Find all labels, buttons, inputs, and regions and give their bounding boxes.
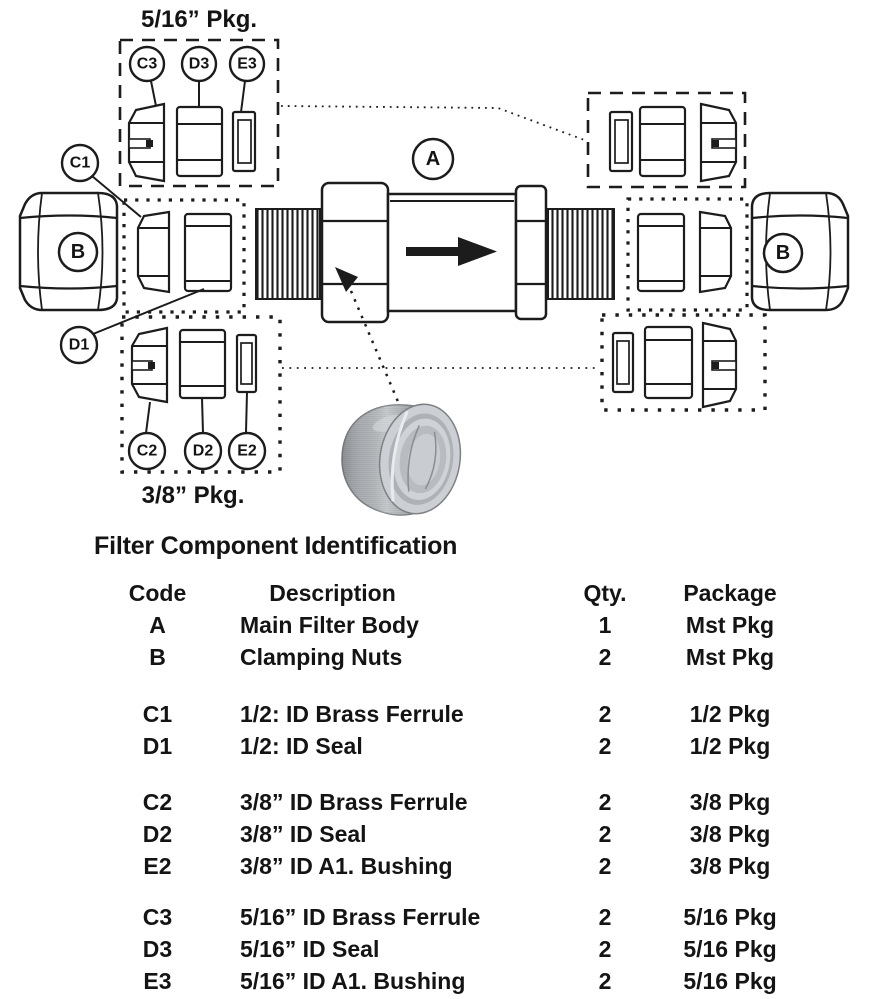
svg-text:C3: C3	[136, 55, 158, 73]
seal-d2-mirror-drawing	[645, 327, 692, 398]
row-code: D3	[142, 936, 173, 962]
row-description: Clamping Nuts	[240, 644, 403, 670]
row-description: 1/2: ID Seal	[240, 733, 363, 759]
bushing-e3-drawing	[233, 112, 255, 171]
row-package: 5/16 Pkg	[683, 968, 777, 994]
table-row	[0, 902, 869, 934]
row-package: Mst Pkg	[685, 644, 775, 670]
svg-text:B: B	[70, 241, 86, 263]
row-code: D2	[142, 821, 173, 847]
pkg-38-label: 3/8” Pkg.	[141, 482, 245, 509]
table-row	[0, 787, 869, 819]
row-qty: 2	[598, 821, 612, 847]
svg-text:D2: D2	[192, 442, 214, 460]
row-qty: 2	[598, 936, 612, 962]
package-link-dotted-line-top	[281, 106, 587, 141]
table-row	[0, 934, 869, 966]
row-qty: 1	[598, 612, 612, 638]
main-filter-body-drawing	[322, 183, 546, 404]
page-title: Filter Component Identification	[94, 532, 458, 560]
table-row	[0, 966, 869, 998]
table-group-master	[0, 610, 869, 674]
pkg-516-label: 5/16” Pkg.	[140, 6, 258, 33]
ferrule-c2-drawing	[132, 328, 167, 402]
mesh-filter-screen-photo	[342, 398, 468, 519]
header-code: Code	[128, 580, 187, 606]
row-package: Mst Pkg	[685, 612, 775, 638]
clamping-nut-left-drawing	[20, 193, 117, 310]
row-qty: 2	[598, 644, 612, 670]
table-row	[0, 819, 869, 851]
svg-text:A: A	[425, 148, 441, 170]
seal-d1-mirror-drawing	[638, 214, 684, 291]
seal-d3-drawing	[177, 107, 222, 176]
bushing-e2-mirror-drawing	[613, 333, 633, 392]
header-description: Description	[269, 580, 396, 606]
row-qty: 2	[598, 701, 612, 727]
row-package: 3/8 Pkg	[689, 821, 771, 847]
seal-d3-mirror-drawing	[640, 107, 685, 176]
svg-text:C1: C1	[69, 154, 91, 172]
row-qty: 2	[598, 904, 612, 930]
row-package: 1/2 Pkg	[689, 701, 771, 727]
svg-text:E3: E3	[237, 55, 257, 73]
label-c3	[130, 47, 164, 81]
row-package: 1/2 Pkg	[689, 733, 771, 759]
table-row	[0, 610, 869, 642]
bushing-e3-mirror-drawing	[610, 112, 632, 171]
bushing-e2-drawing	[237, 335, 256, 392]
table-row	[0, 699, 869, 731]
row-qty: 2	[598, 968, 612, 994]
seal-d1-drawing	[185, 214, 231, 291]
row-code: C3	[142, 904, 173, 930]
ferrule-c3-drawing	[129, 104, 164, 181]
row-description: 3/8” ID A1. Bushing	[240, 853, 453, 879]
svg-text:C2: C2	[136, 442, 158, 460]
pipe-thread-left	[256, 209, 320, 299]
table-row	[0, 851, 869, 883]
row-code: E2	[143, 853, 172, 879]
row-description: 1/2: ID Brass Ferrule	[240, 701, 464, 727]
table-header-row	[0, 578, 869, 610]
header-qty: Qty.	[583, 580, 627, 606]
label-c1	[62, 145, 98, 181]
row-code: A	[149, 612, 166, 638]
row-package: 3/8 Pkg	[689, 789, 771, 815]
label-d3	[182, 47, 216, 81]
label-d2	[185, 433, 221, 469]
svg-text:D3: D3	[188, 55, 210, 73]
row-description: 5/16” ID Seal	[240, 936, 380, 962]
header-package: Package	[683, 580, 777, 606]
row-package: 5/16 Pkg	[683, 904, 777, 930]
ferrule-c1-drawing	[138, 212, 169, 292]
table-row	[0, 642, 869, 674]
row-description: 3/8” ID Brass Ferrule	[240, 789, 468, 815]
row-description: 5/16” ID Brass Ferrule	[240, 904, 481, 930]
row-description: 5/16” ID A1. Bushing	[240, 968, 466, 994]
row-qty: 2	[598, 789, 612, 815]
svg-text:B: B	[775, 242, 791, 264]
row-code: B	[149, 644, 166, 670]
svg-text:D1: D1	[68, 336, 90, 354]
label-d1	[61, 327, 97, 363]
seal-d2-drawing	[180, 330, 225, 398]
row-qty: 2	[598, 853, 612, 879]
row-code: D1	[142, 733, 173, 759]
row-code: E3	[143, 968, 172, 994]
label-e3	[230, 47, 264, 81]
table-group-three-eighths	[0, 787, 869, 883]
svg-text:E2: E2	[237, 442, 257, 460]
row-package: 3/8 Pkg	[689, 853, 771, 879]
row-description: Main Filter Body	[240, 612, 419, 638]
row-code: C2	[142, 789, 173, 815]
row-qty: 2	[598, 733, 612, 759]
ferrule-c2-mirror-drawing	[703, 323, 736, 407]
label-c2	[129, 433, 165, 469]
table-group-five-sixteenths	[0, 902, 869, 998]
table-group-half-inch	[0, 699, 869, 763]
ferrule-c1-mirror-drawing	[700, 212, 731, 292]
label-a	[413, 139, 453, 179]
row-package: 5/16 Pkg	[683, 936, 777, 962]
table-row	[0, 731, 869, 763]
label-e2	[229, 433, 265, 469]
pipe-thread-right	[548, 209, 614, 299]
ferrule-c3-mirror-drawing	[701, 104, 736, 181]
clamping-nut-right-drawing	[752, 193, 848, 310]
row-code: C1	[142, 701, 173, 727]
row-description: 3/8” ID Seal	[240, 821, 367, 847]
